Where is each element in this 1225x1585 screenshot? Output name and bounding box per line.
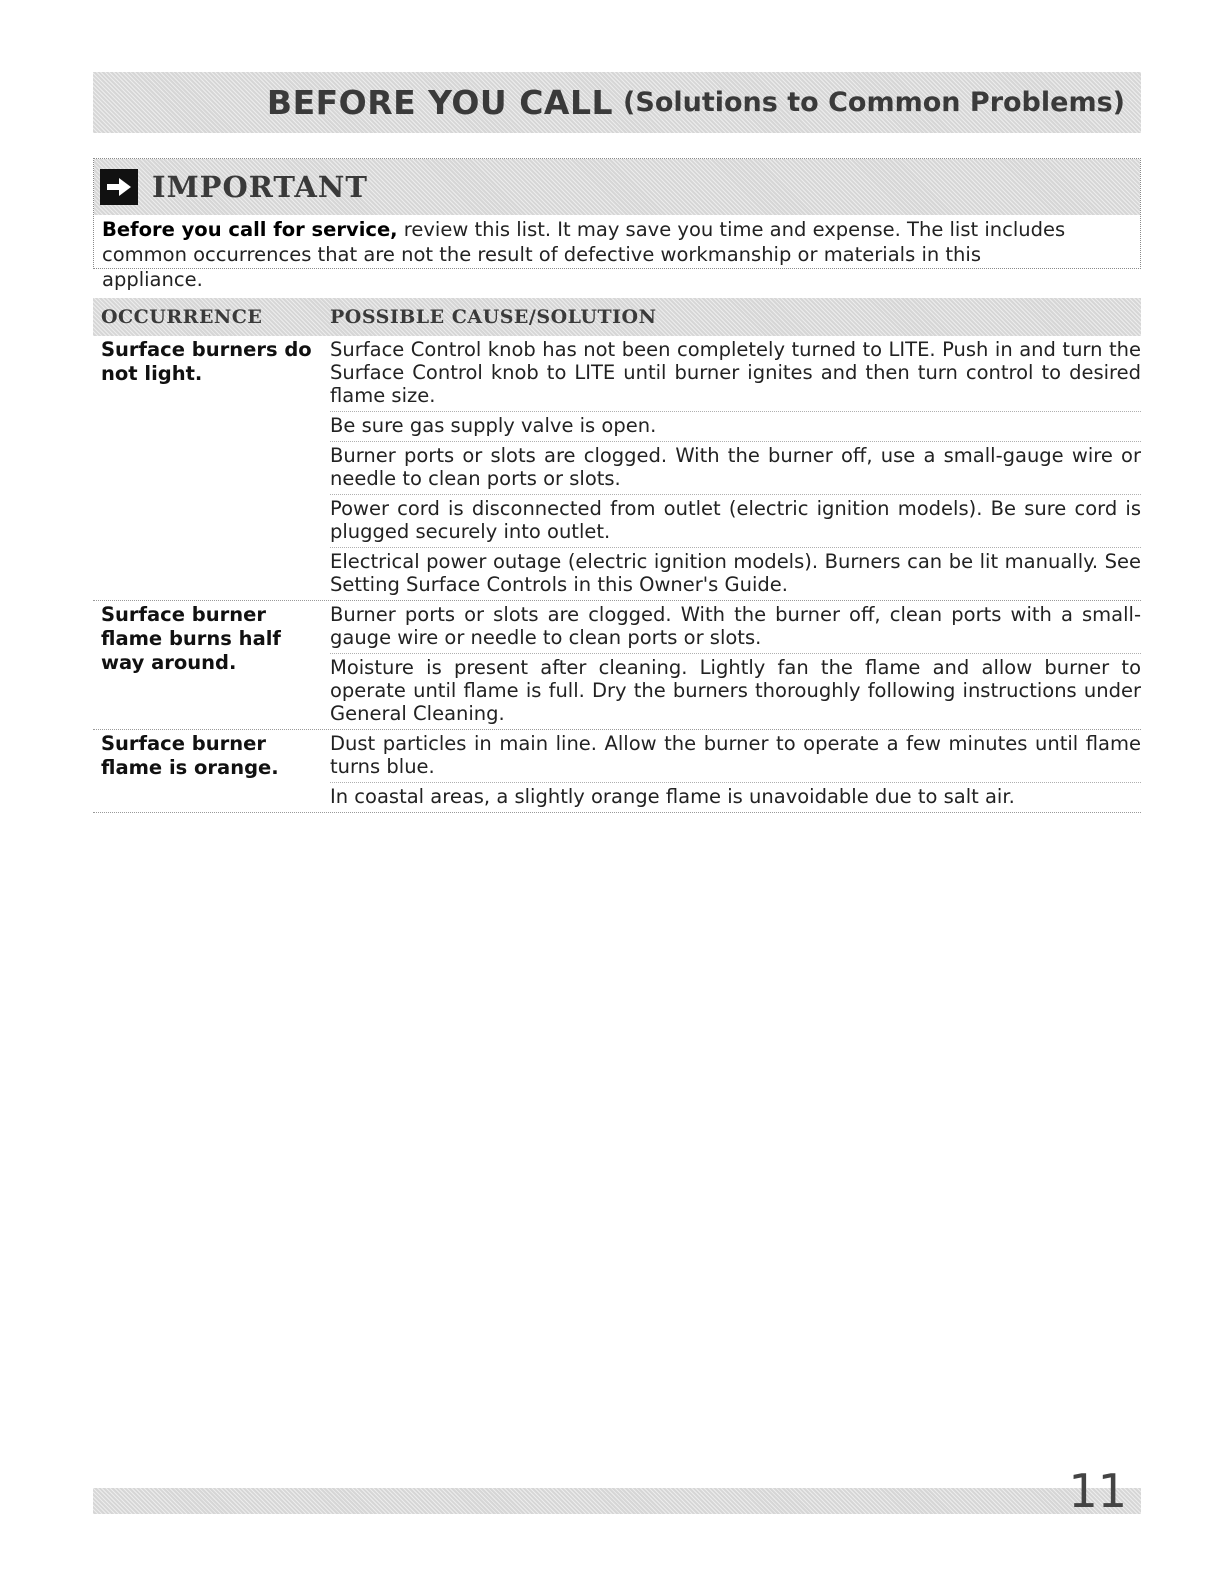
solution-item: In coastal areas, a slightly orange flame is unavoidable due to salt air.	[330, 785, 1015, 808]
page-title: BEFORE YOU CALL	[266, 83, 614, 122]
title-banner	[93, 72, 1141, 133]
page-subtitle: (Solutions to Common Problems)	[623, 87, 1125, 118]
occurrence-label: Surface burner flame is orange.	[101, 732, 279, 779]
important-body: review this list. It may save you time and expense. The list includes common occurrences that are not the result of defective workmanship or materials in this appliance.	[102, 218, 1066, 291]
solution-list	[330, 601, 1141, 729]
footer-bar	[93, 1464, 1141, 1518]
solution-item: Moisture is present after cleaning. Lightly fan the flame and allow burner to operate until flame is full. Dry the burners thoroughly following instructions under General Cleaning.	[330, 656, 1141, 725]
important-lead: Before you call for service,	[102, 218, 398, 241]
solution-list	[330, 730, 1141, 812]
table-row-group	[93, 336, 1141, 601]
solution-item: Dust particles in main line. Allow the burner to operate a few minutes until flame turns blue.	[330, 730, 1141, 783]
occurrence-column-header: OCCURRENCE	[101, 306, 263, 328]
troubleshooting-table	[93, 336, 1141, 813]
solution-item: Power cord is disconnected from outlet (electric ignition models). Be sure cord is plugged securely into outlet.	[330, 495, 1141, 548]
solution-item: Burner ports or slots are clogged. With the burner off, clean ports with a small-gauge wire or needle to clean ports or slots.	[330, 601, 1141, 654]
table-row-group	[93, 601, 1141, 730]
solution-column-header: POSSIBLE CAUSE/SOLUTION	[330, 306, 657, 328]
occurrence-label: Surface burner flame burns half way around.	[101, 603, 281, 674]
important-header	[94, 159, 1140, 215]
solution-item: Be sure gas supply valve is open.	[330, 412, 1141, 442]
table-row-group	[93, 730, 1141, 813]
solution-item: Burner ports or slots are clogged. With the burner off, use a small-gauge wire or needle to clean ports or slots.	[330, 442, 1141, 495]
page-number: 11	[1068, 1464, 1127, 1518]
important-label: IMPORTANT	[152, 170, 368, 204]
important-text	[102, 217, 1080, 292]
occurrence-label: Surface burners do not light.	[101, 338, 312, 385]
arrow-right-icon	[100, 169, 138, 205]
table-header	[93, 298, 1141, 336]
important-notice	[93, 158, 1141, 291]
solution-list	[330, 336, 1141, 600]
solution-item: Surface Control knob has not been completely turned to LITE. Push in and turn the Surface Control knob to LITE until burner ignites and then turn control to desired flame size.	[330, 336, 1141, 412]
solution-item: Electrical power outage (electric ignition models). Burners can be lit manually. See Setting Surface Controls in this Owner's Guide.	[330, 550, 1141, 596]
